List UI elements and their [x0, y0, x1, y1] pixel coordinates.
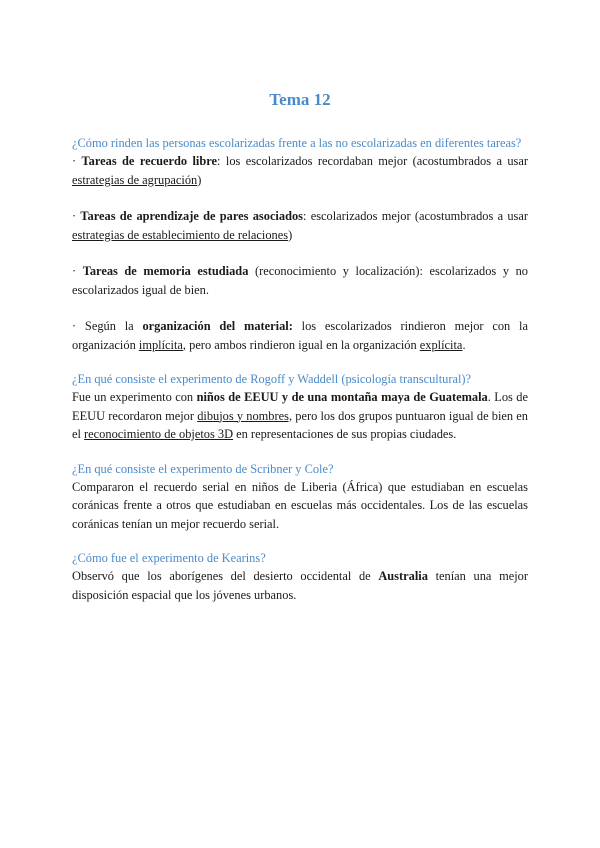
bold-term: organización del material:	[142, 319, 293, 333]
bullet-text: ·	[72, 209, 81, 223]
body-text: , pero ambos rindieron igual en la organización	[182, 337, 420, 352]
underlined-term: explícita	[419, 337, 463, 352]
body-text: Fue un experimento con	[72, 390, 197, 404]
body-text: : escolarizados mejor (acostumbrados a usar	[302, 209, 528, 223]
bold-term: Tareas de aprendizaje de pares asociados	[80, 209, 303, 223]
underlined-term: dibujos y nombres,	[197, 408, 293, 423]
paragraph-organizacion-material	[72, 317, 528, 354]
underlined-term: reconocimiento de objetos 3D	[84, 427, 234, 441]
body-text: tenían una mejor disposición espacial que los jóvenes urbanos.	[72, 569, 528, 602]
body-text: en representaciones de sus propias ciudades.	[233, 427, 457, 441]
underlined-term: implícita	[138, 337, 183, 352]
section-escolarizadas	[72, 134, 528, 354]
underlined-term: estrategias de establecimiento de relaciones	[72, 227, 289, 242]
paragraph-memoria-estudiada	[72, 262, 528, 299]
question-heading: ¿Cómo rinden las personas escolarizadas frente a las no escolarizadas en diferentes tareas?	[72, 136, 522, 150]
bold-term: niños de EEUU y de una montaña maya de Guatemala	[196, 390, 488, 404]
bold-term: Australia	[378, 569, 428, 583]
body-text: pero los dos grupos puntuaron igual de bien en el	[72, 408, 529, 441]
question-heading: ¿En qué consiste el experimento de Scribner y Cole?	[72, 461, 334, 476]
bullet-text: ·	[72, 264, 83, 278]
bold-term: Tareas de memoria estudiada	[82, 264, 249, 278]
body-text: )	[288, 227, 293, 242]
body-text: los escolarizados rindieron mejor con la organización	[72, 319, 528, 352]
body-text: (reconocimiento y localización): escolarizados y no escolarizados igual de bien.	[72, 264, 528, 297]
section-kearins	[72, 549, 528, 604]
question-heading: ¿Cómo fue el experimento de Kearins?	[72, 551, 266, 565]
body-text: Observó que los aborígenes del desierto occidental de	[72, 569, 379, 583]
section-scribner-cole	[72, 460, 528, 534]
body-text: .	[462, 337, 466, 352]
bold-term: Tareas de recuerdo libre	[81, 154, 218, 168]
section-rogoff-waddell	[72, 370, 528, 444]
body-text: )	[197, 172, 202, 187]
paragraph-rogoff-waddell	[72, 388, 528, 444]
underlined-term: estrategias de agrupación	[72, 172, 198, 187]
page-title: Tema 12	[269, 90, 331, 109]
body-text: : los escolarizados recordaban mejor (acostumbrados a usar	[217, 154, 528, 168]
body-text: . Los de EEUU recordaron mejor	[72, 390, 529, 423]
paragraph-kearins	[72, 567, 528, 604]
paragraph-pares-asociados	[72, 207, 528, 244]
bullet-text: ·	[72, 154, 82, 168]
body-text: · Según la	[72, 319, 143, 333]
paragraph-recuerdo-libre	[72, 152, 528, 189]
paragraph-scribner-cole: Compararon el recuerdo serial en niños de Liberia (África) que estudiaban en escuelas coránicas frente a otros que estudiaban en escuelas más occidentales. Los de las escuelas coránicas tenían un mejor recuerdo serial.	[72, 479, 528, 531]
question-heading: ¿En qué consiste el experimento de Rogoff y Waddell (psicología transcultural)?	[72, 372, 472, 386]
